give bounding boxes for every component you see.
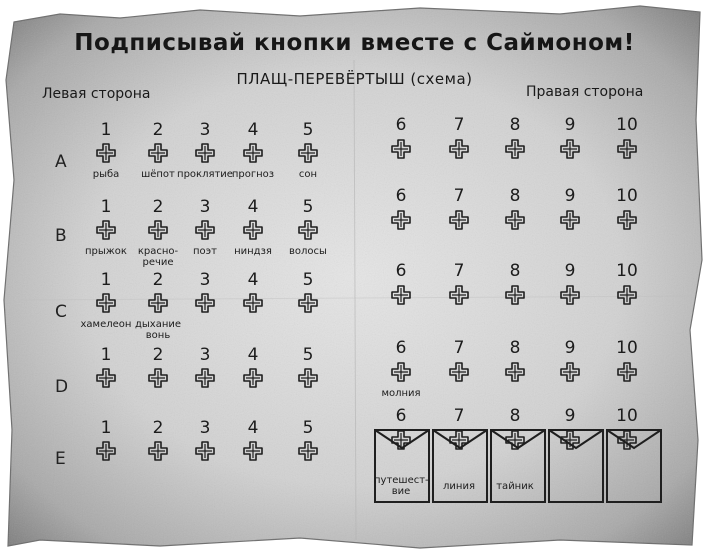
button-number-b1: 1 (100, 197, 112, 217)
button-number-b5: 5 (302, 197, 314, 217)
cloak-button-right-5-8-icon[interactable] (504, 429, 526, 451)
button-number-right-1-9: 9 (564, 115, 576, 135)
cloak-button-c1-icon[interactable] (95, 292, 117, 314)
button-number-right-3-9: 9 (564, 261, 576, 281)
button-number-right-2-6: 6 (395, 186, 407, 206)
cloak-button-a1-icon[interactable] (95, 142, 117, 164)
button-number-a4: 4 (247, 120, 259, 140)
button-number-c1: 1 (100, 270, 112, 290)
button-number-d2: 2 (152, 345, 164, 365)
cloak-button-right-1-8-icon[interactable] (504, 138, 526, 160)
button-number-right-1-7: 7 (453, 115, 465, 135)
cloak-button-right-4-6-icon[interactable] (390, 361, 412, 383)
cloak-button-right-2-7-icon[interactable] (448, 209, 470, 231)
button-label-a1: рыба (92, 169, 120, 180)
button-label-c1: хамелеон (80, 319, 132, 330)
button-label-right-5-7: линия (443, 481, 475, 492)
row-letter-d: D (55, 377, 69, 397)
cloak-button-c3-icon[interactable] (194, 292, 216, 314)
button-label-b1: прыжок (85, 246, 127, 257)
cloak-button-right-4-7-icon[interactable] (448, 361, 470, 383)
button-number-right-1-8: 8 (509, 115, 521, 135)
row-letter-a: A (55, 152, 67, 172)
cloak-button-e5-icon[interactable] (297, 440, 319, 462)
cloak-button-b1-icon[interactable] (95, 219, 117, 241)
cloak-button-right-3-8-icon[interactable] (504, 284, 526, 306)
left-side-heading: Левая сторона (42, 86, 151, 102)
button-number-d5: 5 (302, 345, 314, 365)
row-letter-c: C (55, 302, 67, 322)
button-number-a3: 3 (199, 120, 211, 140)
button-label-a3: проклятие (177, 169, 233, 180)
cloak-button-right-4-9-icon[interactable] (559, 361, 581, 383)
cloak-button-right-3-10-icon[interactable] (616, 284, 638, 306)
button-label-a5: сон (298, 169, 318, 180)
cloak-button-d4-icon[interactable] (242, 367, 264, 389)
cloak-button-b2-icon[interactable] (147, 219, 169, 241)
button-number-right-4-9: 9 (564, 338, 576, 358)
cloak-button-right-2-8-icon[interactable] (504, 209, 526, 231)
button-number-c2: 2 (152, 270, 164, 290)
button-number-right-5-8: 8 (509, 406, 521, 426)
cloak-button-b4-icon[interactable] (242, 219, 264, 241)
button-label-a2: шёпот (141, 169, 175, 180)
button-number-right-4-7: 7 (453, 338, 465, 358)
cloak-button-right-2-10-icon[interactable] (616, 209, 638, 231)
cloak-button-right-3-7-icon[interactable] (448, 284, 470, 306)
button-label-b2: красно-речие (137, 246, 179, 268)
button-number-right-3-8: 8 (509, 261, 521, 281)
button-number-c5: 5 (302, 270, 314, 290)
cloak-button-right-2-9-icon[interactable] (559, 209, 581, 231)
cloak-button-d2-icon[interactable] (147, 367, 169, 389)
cloak-button-c5-icon[interactable] (297, 292, 319, 314)
button-number-e2: 2 (152, 418, 164, 438)
button-number-d1: 1 (100, 345, 112, 365)
button-number-c4: 4 (247, 270, 259, 290)
button-label-b3: поэт (193, 246, 217, 257)
button-label-b5: волосы (289, 246, 327, 257)
cloak-button-c2-icon[interactable] (147, 292, 169, 314)
row-letter-b: B (55, 226, 67, 246)
button-number-right-2-10: 10 (616, 186, 638, 206)
cloak-button-d1-icon[interactable] (95, 367, 117, 389)
cloak-button-d3-icon[interactable] (194, 367, 216, 389)
cloak-button-right-3-6-icon[interactable] (390, 284, 412, 306)
cloak-button-a5-icon[interactable] (297, 142, 319, 164)
button-label-right-4-6: молния (381, 388, 421, 399)
cloak-button-right-5-10-icon[interactable] (616, 429, 638, 451)
button-number-right-2-8: 8 (509, 186, 521, 206)
cloak-button-right-2-6-icon[interactable] (390, 209, 412, 231)
cloak-button-a4-icon[interactable] (242, 142, 264, 164)
row-letter-e: E (55, 449, 66, 469)
button-number-a1: 1 (100, 120, 112, 140)
button-number-right-2-7: 7 (453, 186, 465, 206)
cloak-button-a2-icon[interactable] (147, 142, 169, 164)
cloak-button-c4-icon[interactable] (242, 292, 264, 314)
cloak-button-b3-icon[interactable] (194, 219, 216, 241)
cloak-button-right-3-9-icon[interactable] (559, 284, 581, 306)
button-number-e4: 4 (247, 418, 259, 438)
button-number-right-3-6: 6 (395, 261, 407, 281)
cloak-button-right-1-6-icon[interactable] (390, 138, 412, 160)
button-number-right-5-7: 7 (453, 406, 465, 426)
cloak-button-right-4-10-icon[interactable] (616, 361, 638, 383)
button-number-e1: 1 (100, 418, 112, 438)
cloak-button-d5-icon[interactable] (297, 367, 319, 389)
button-number-right-2-9: 9 (564, 186, 576, 206)
button-number-right-3-7: 7 (453, 261, 465, 281)
button-label-right-5-8: тайник (496, 481, 534, 492)
button-number-right-1-6: 6 (395, 115, 407, 135)
button-label-b4: ниндзя (234, 246, 272, 257)
page-title: Подписывай кнопки вместе с Саймоном! (74, 30, 635, 56)
cloak-button-right-5-7-icon[interactable] (448, 429, 470, 451)
button-label-c2: дыхание вонь (134, 319, 182, 341)
button-number-d3: 3 (199, 345, 211, 365)
cloak-button-right-1-10-icon[interactable] (616, 138, 638, 160)
button-number-right-5-9: 9 (564, 406, 576, 426)
cloak-button-right-4-8-icon[interactable] (504, 361, 526, 383)
cloak-button-b5-icon[interactable] (297, 219, 319, 241)
cloak-button-e4-icon[interactable] (242, 440, 264, 462)
button-number-a5: 5 (302, 120, 314, 140)
button-number-right-4-8: 8 (509, 338, 521, 358)
cloak-button-right-5-6-icon[interactable] (390, 429, 412, 451)
button-label-right-5-6: путешест-вие (374, 475, 429, 497)
cloak-button-right-1-9-icon[interactable] (559, 138, 581, 160)
button-number-a2: 2 (152, 120, 164, 140)
button-number-e3: 3 (199, 418, 211, 438)
scheme-subtitle: ПЛАЩ-ПЕРЕВЁРТЫШ (схема) (236, 70, 473, 88)
button-number-right-1-10: 10 (616, 115, 638, 135)
right-side-heading: Правая сторона (526, 84, 644, 100)
button-number-b4: 4 (247, 197, 259, 217)
cloak-button-e2-icon[interactable] (147, 440, 169, 462)
button-number-right-5-10: 10 (616, 406, 638, 426)
cloak-button-right-5-9-icon[interactable] (559, 429, 581, 451)
button-number-c3: 3 (199, 270, 211, 290)
button-number-b2: 2 (152, 197, 164, 217)
button-label-a4: прогноз (231, 169, 275, 180)
button-number-d4: 4 (247, 345, 259, 365)
button-number-right-5-6: 6 (395, 406, 407, 426)
cloak-button-e1-icon[interactable] (95, 440, 117, 462)
cloak-button-e3-icon[interactable] (194, 440, 216, 462)
button-number-e5: 5 (302, 418, 314, 438)
button-number-right-3-10: 10 (616, 261, 638, 281)
button-number-right-4-6: 6 (395, 338, 407, 358)
cloak-button-right-1-7-icon[interactable] (448, 138, 470, 160)
button-number-right-4-10: 10 (616, 338, 638, 358)
button-number-b3: 3 (199, 197, 211, 217)
cloak-button-a3-icon[interactable] (194, 142, 216, 164)
